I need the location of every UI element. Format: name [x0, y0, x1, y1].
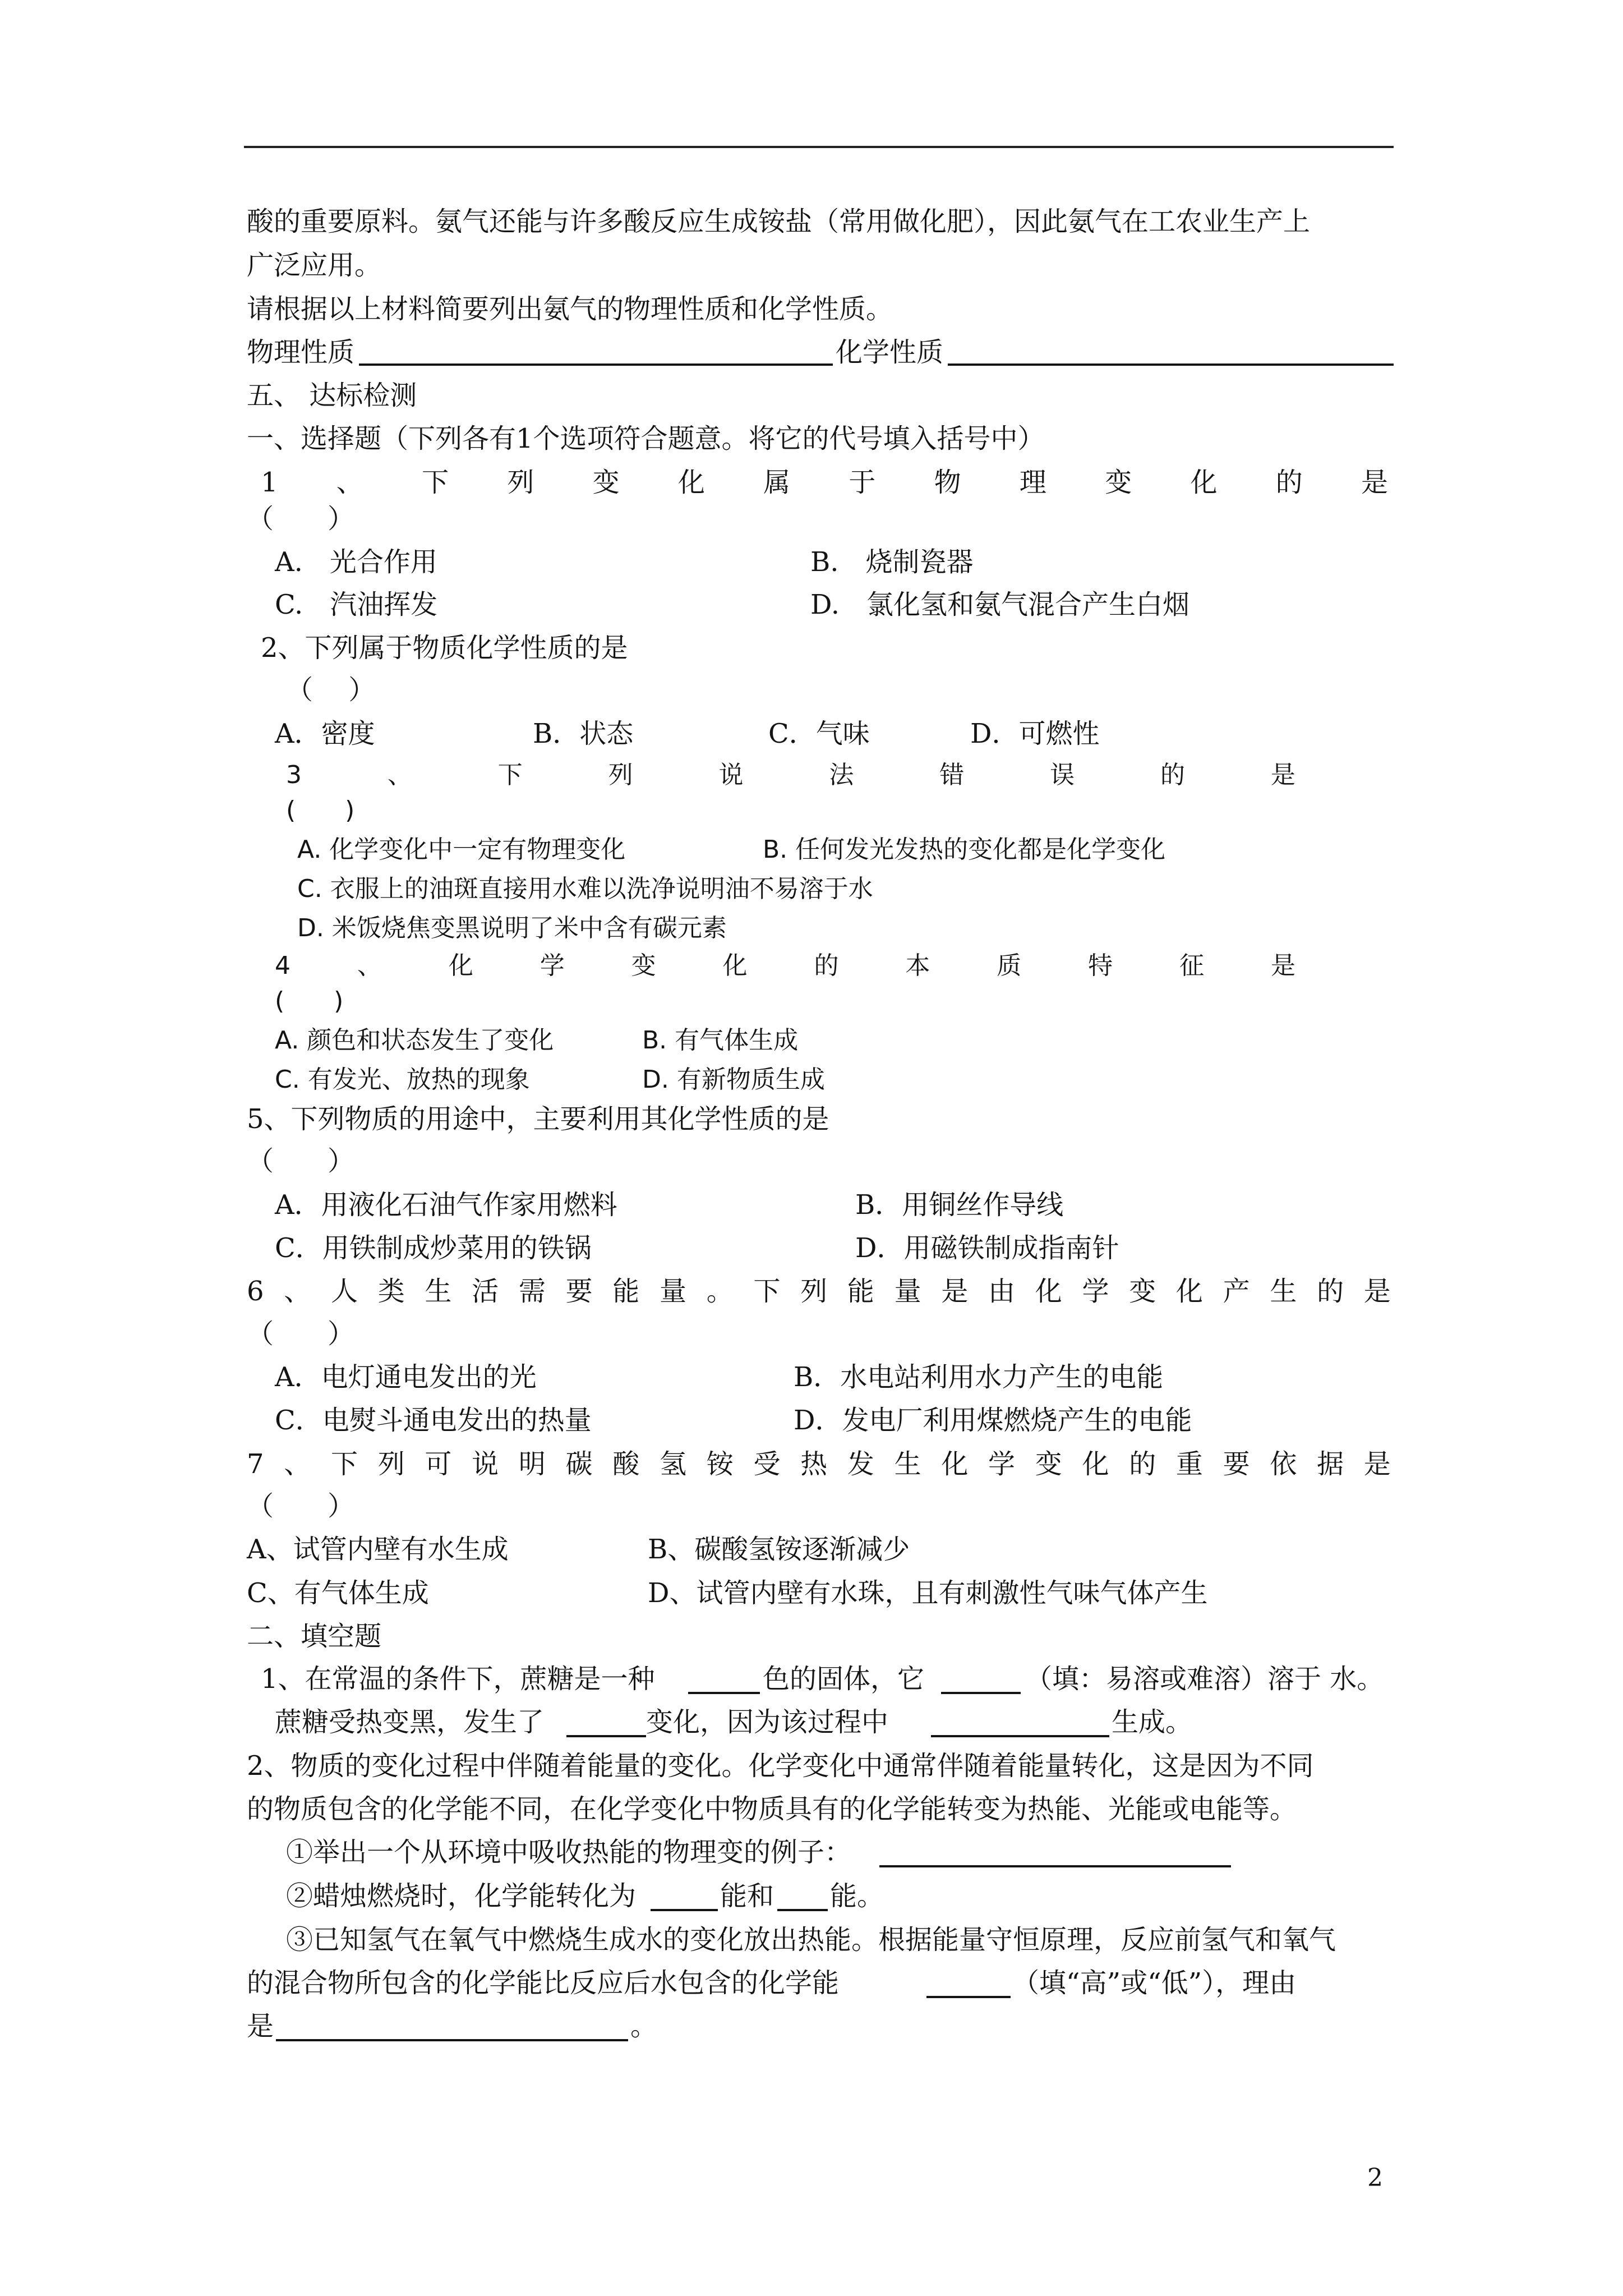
answer-paren[interactable]: （ ）: [286, 674, 376, 706]
answer-paren[interactable]: ( ): [275, 987, 344, 1015]
stem-char: 化: [1082, 1448, 1109, 1480]
fill-2-blank-4[interactable]: [926, 1996, 1011, 1998]
stem-char: 错: [939, 761, 965, 789]
option-d[interactable]: D. 有新物质生成: [642, 1065, 825, 1094]
stem-char: 量: [660, 1276, 687, 1307]
intro-line-2: 广泛应用。: [247, 250, 382, 281]
option-c[interactable]: C．用铁制成炒菜用的铁锅: [275, 1232, 592, 1264]
choice-section-title: 一、选择题（下列各有1个选项符合题意。将它的代号填入括号中）: [247, 423, 1045, 454]
answer-paren[interactable]: （ ）: [247, 503, 355, 535]
option-d[interactable]: D．用磁铁制成指南针: [855, 1232, 1119, 1264]
fill-2-sub-2b: 能和: [720, 1880, 774, 1912]
stem-char: 生: [425, 1276, 452, 1307]
option-d[interactable]: D．发电厂利用煤燃烧产生的电能: [794, 1405, 1192, 1436]
option-c[interactable]: C. 衣服上的油斑直接用水难以洗净说明油不易溶于水: [297, 875, 873, 903]
stem-char: 本: [905, 951, 930, 980]
fill-1-blank-2[interactable]: [941, 1692, 1021, 1694]
option-b[interactable]: B．状态: [533, 718, 634, 749]
stem-char: 的: [1129, 1448, 1156, 1480]
intro-line-1: 酸的重要原料。氨气还能与许多酸反应生成铵盐（常用做化肥），因此氨气在工农业生产上: [247, 206, 1311, 237]
chemical-property-label: 化学性质: [836, 337, 944, 368]
option-a[interactable]: A．密度: [275, 718, 375, 749]
fill-2-blank-1[interactable]: [879, 1865, 1231, 1867]
option-b[interactable]: B. 任何发光发热的变化都是化学变化: [763, 835, 1166, 864]
fill-2-sub-3a: ③已知氢气在氧气中燃烧生成水的变化放出热能。根据能量守恒原理，反应前氢气和氧气: [286, 1924, 1336, 1955]
stem-char: 下: [422, 467, 449, 498]
stem-char: 、: [284, 1276, 311, 1307]
stem-char: 是: [1363, 1448, 1391, 1480]
stem-char: 。: [706, 1276, 734, 1307]
stem-char: 依: [1270, 1448, 1297, 1480]
stem-char: 活: [472, 1276, 499, 1307]
answer-paren[interactable]: （ ）: [247, 1145, 355, 1177]
fill-2-sub-2c: 能。: [830, 1880, 884, 1912]
fill-1-part-f: 生成。: [1112, 1706, 1193, 1738]
question-5-stem: 5、下列物质的用途中，主要利用其化学性质的是: [247, 1103, 829, 1135]
stem-char: 说: [472, 1448, 499, 1480]
stem-char: 学: [540, 951, 565, 980]
stem-char: 列: [608, 761, 633, 789]
question-number: 1: [261, 467, 278, 498]
stem-char: 下: [753, 1276, 781, 1307]
stem-char: 变: [592, 467, 620, 498]
stem-char: 是: [1361, 467, 1388, 498]
fill-section-title: 二、填空题: [247, 1621, 382, 1652]
stem-char: 化: [941, 1448, 969, 1480]
stem-char: 化: [722, 951, 748, 980]
chemical-property-blank[interactable]: [948, 364, 1394, 366]
stem-char: 受: [753, 1448, 781, 1480]
fill-1-part-d: 蔗糖受热变黑，发生了: [275, 1706, 545, 1738]
fill-2-line-1: 2、物质的变化过程中伴随着能量的变化。化学变化中通常伴随着能量转化，这是因为不同: [247, 1750, 1314, 1782]
answer-paren[interactable]: （ ）: [247, 1490, 355, 1522]
stem-char: 酸: [612, 1448, 640, 1480]
stem-char: 、: [387, 761, 412, 789]
option-a[interactable]: A．用液化石油气作家用燃料: [275, 1189, 617, 1221]
stem-char: 列: [507, 467, 534, 498]
option-a[interactable]: A. 光合作用: [275, 546, 437, 578]
stem-char: 是: [1270, 951, 1295, 980]
answer-paren[interactable]: （ ）: [247, 1318, 355, 1350]
stem-char: 据: [1317, 1448, 1344, 1480]
question-number: 4: [275, 951, 291, 980]
stem-char: 、: [284, 1448, 311, 1480]
stem-char: 学: [988, 1448, 1016, 1480]
stem-char: 要: [565, 1276, 593, 1307]
stem-char: 征: [1179, 951, 1205, 980]
question-2-stem: 2、下列属于物质化学性质的是: [261, 632, 628, 664]
stem-char: 于: [849, 467, 876, 498]
stem-char: 物: [934, 467, 961, 498]
stem-char: 变: [1129, 1276, 1156, 1307]
header-rule: [244, 146, 1394, 148]
fill-2-line-2: 的物质包含的化学能不同，在化学变化中物质具有的化学能转变为热能、光能或电能等。: [247, 1793, 1297, 1825]
option-c[interactable]: C. 有发光、放热的现象: [275, 1065, 530, 1094]
fill-1-part-a: 1、在常温的条件下，蔗糖是一种: [261, 1663, 655, 1695]
fill-2-sub-1: ①举出一个从环境中吸收热能的物理变的例子：: [286, 1837, 852, 1868]
stem-char: 说: [718, 761, 744, 789]
stem-char: 化: [448, 951, 473, 980]
stem-char: 铵: [706, 1448, 734, 1480]
stem-char: 重: [1175, 1448, 1203, 1480]
question-number: 6: [247, 1276, 264, 1307]
fill-2-blank-2[interactable]: [651, 1909, 718, 1911]
page-number: 2: [1367, 2164, 1383, 2192]
stem-char: 化: [1035, 1276, 1062, 1307]
stem-char: 是: [941, 1276, 969, 1307]
stem-char: 的: [814, 951, 839, 980]
stem-char: 量: [894, 1276, 921, 1307]
question-7-stem: [247, 1447, 1391, 1481]
stem-char: 化: [1190, 467, 1218, 498]
stem-char: 列: [377, 1448, 405, 1480]
option-b[interactable]: B．水电站利用水力产生的电能: [794, 1361, 1164, 1393]
stem-char: 化: [677, 467, 705, 498]
stem-char: 质: [997, 951, 1022, 980]
stem-char: 特: [1088, 951, 1113, 980]
option-d[interactable]: D、试管内壁有水珠，且有刺激性气味气体产生: [648, 1577, 1208, 1609]
stem-char: 变: [631, 951, 656, 980]
question-3-stem: [286, 758, 1295, 792]
fill-2-sub-2a: ②蜡烛燃烧时，化学能转化为: [286, 1880, 637, 1912]
stem-char: 碳: [565, 1448, 593, 1480]
fill-1-part-e: 变化，因为该过程中: [646, 1706, 889, 1738]
stem-char: 属: [763, 467, 791, 498]
question-1-stem: [261, 466, 1388, 499]
fill-2-blank-3[interactable]: [777, 1909, 828, 1911]
stem-char: 的: [1275, 467, 1303, 498]
stem-char: 的: [1160, 761, 1185, 789]
option-c[interactable]: C．气味: [768, 718, 870, 749]
fill-2-sub-3c: （填“高”或“低”），理由: [1012, 1967, 1297, 1999]
stem-char: 能: [612, 1276, 640, 1307]
option-c[interactable]: C. 汽油挥发: [275, 589, 438, 620]
fill-2-sub-3e: 。: [630, 2010, 658, 2042]
fill-2-sub-3b: 的混合物所包含的化学能比反应后水包含的化学能: [247, 1967, 840, 1999]
physical-property-blank[interactable]: [359, 364, 833, 366]
stem-char: 、: [336, 467, 363, 498]
stem-char: 氢: [660, 1448, 687, 1480]
stem-char: 产: [1223, 1276, 1250, 1307]
option-c[interactable]: C、有气体生成: [247, 1577, 429, 1609]
option-a[interactable]: A．电灯通电发出的光: [275, 1361, 537, 1393]
option-d[interactable]: D. 米饭烧焦变黑说明了米中含有碳元素: [297, 914, 727, 942]
stem-char: 明: [518, 1448, 546, 1480]
stem-char: 列: [800, 1276, 828, 1307]
stem-char: 发: [847, 1448, 874, 1480]
stem-char: 能: [847, 1276, 874, 1307]
option-b[interactable]: B. 烧制瓷器: [810, 546, 974, 578]
option-a[interactable]: A、试管内壁有水生成: [247, 1534, 509, 1565]
stem-char: 可: [425, 1448, 452, 1480]
fill-1-part-b: 色的固体，它: [763, 1663, 925, 1695]
option-b[interactable]: B、碳酸氢铵逐渐减少: [648, 1534, 910, 1565]
question-4-stem: [275, 949, 1295, 983]
fill-1-blank-3[interactable]: [566, 1735, 646, 1737]
option-a[interactable]: A. 化学变化中一定有物理变化: [297, 835, 626, 864]
stem-char: 变: [1035, 1448, 1062, 1480]
option-d[interactable]: D. 氯化氢和氨气混合产生白烟: [810, 589, 1190, 620]
option-a[interactable]: A. 颜色和状态发生了变化: [275, 1026, 554, 1055]
fill-2-blank-5[interactable]: [276, 2039, 628, 2041]
option-b[interactable]: B. 有气体生成: [642, 1026, 799, 1055]
intro-line-3: 请根据以上材料简要列出氨气的物理性质和化学性质。: [247, 293, 893, 325]
stem-char: 类: [377, 1276, 405, 1307]
answer-paren[interactable]: ( ): [286, 796, 355, 825]
stem-char: 变: [1105, 467, 1132, 498]
fill-2-sub-3d: 是: [247, 2010, 274, 2042]
question-number: 3: [286, 761, 302, 789]
stem-char: 学: [1082, 1276, 1109, 1307]
option-c[interactable]: C．电熨斗通电发出的热量: [275, 1405, 592, 1436]
stem-char: 化: [1175, 1276, 1203, 1307]
physical-property-label: 物理性质: [247, 337, 355, 368]
stem-char: 理: [1019, 467, 1046, 498]
stem-char: 法: [829, 761, 854, 789]
stem-char: 要: [1223, 1448, 1250, 1480]
fill-1-blank-1[interactable]: [688, 1692, 760, 1694]
question-number: 7: [247, 1448, 264, 1480]
stem-char: 下: [330, 1448, 358, 1480]
stem-char: 人: [330, 1276, 358, 1307]
fill-1-part-c: （填：易溶或难溶）溶于 水。: [1025, 1663, 1384, 1695]
section-title: 五、 达标检测: [247, 380, 417, 411]
stem-char: 是: [1270, 761, 1295, 789]
stem-char: 的: [1317, 1276, 1344, 1307]
stem-char: 热: [800, 1448, 828, 1480]
stem-char: 由: [988, 1276, 1016, 1307]
stem-char: 需: [518, 1276, 546, 1307]
question-6-stem: [247, 1274, 1391, 1308]
stem-char: 、: [357, 951, 382, 980]
stem-char: 是: [1363, 1276, 1391, 1307]
option-b[interactable]: B．用铜丝作导线: [855, 1189, 1064, 1221]
stem-char: 下: [497, 761, 523, 789]
stem-char: 生: [1270, 1276, 1297, 1307]
fill-1-blank-4[interactable]: [931, 1735, 1109, 1737]
stem-char: 生: [894, 1448, 921, 1480]
option-d[interactable]: D．可燃性: [970, 718, 1100, 749]
stem-char: 误: [1050, 761, 1075, 789]
